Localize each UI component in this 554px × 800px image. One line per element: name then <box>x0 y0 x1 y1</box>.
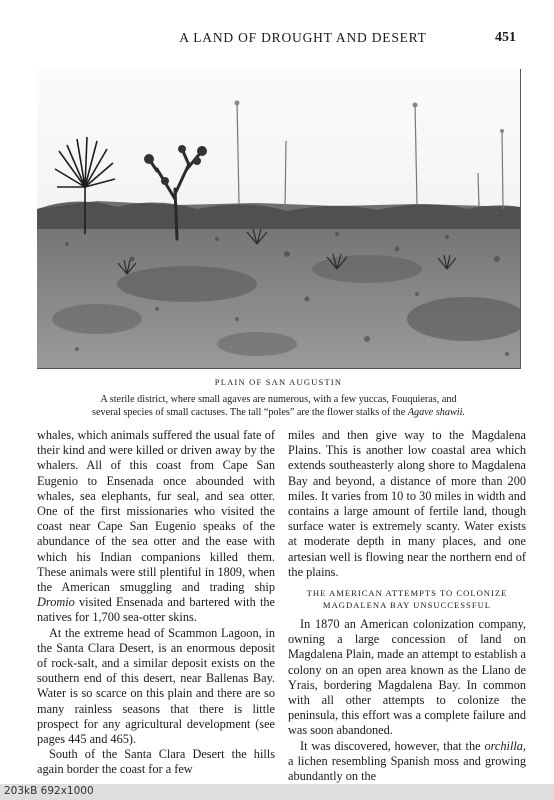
section-subheading <box>288 588 526 611</box>
figure-title: PLAIN OF SAN AUGUSTIN <box>214 377 343 387</box>
left-paragraph-3: South of the Santa Clara Desert the hills again border the coast for a few <box>37 747 275 777</box>
left-paragraph-2: At the extreme head of Scammon Lagoon, in the Santa Clara Desert, is an enormous deposit of rock-salt, and a similar deposit exists on the southern end of this desert, near Ballenas Bay. Water is so scarce on this plain and there are so many rainless seasons that there is little prospect for any agricultural development (see pages 445 and 465). <box>37 625 275 747</box>
right-paragraph-1: miles and then give way to the Magdalena Plains. This is another low coastal area which extends southeasterly along shore to Magdalena Bay and beyond, a distance of more than 200 miles. It varies from 10 to 30 miles in width and contains a large amount of fertile land, though surface water is extremely scanty. Water exists at moderate depth in many places, and one artesian well is flowing near the northern end of the plains. <box>288 428 526 579</box>
lichen-name: orchilla, <box>484 738 526 753</box>
caption-species-name: Agave shawii. <box>407 407 465 418</box>
image-info-bar <box>0 784 554 800</box>
page-header <box>40 30 516 50</box>
right-column <box>288 428 526 784</box>
figure-caption <box>37 393 520 419</box>
left-p1-end: visited Ensenada and bartered with the natives for 1,700 sea-otter skins. <box>37 595 275 625</box>
caption-line-2: several species of small cactuses. The tall “poles” are the flower stalks of the <box>92 407 408 418</box>
caption-line-1: A sterile district, where small agaves are numerous, with a few yuccas, Fouquieras, and <box>100 394 457 405</box>
subheading-line-1: THE AMERICAN ATTEMPTS TO COLONIZE <box>306 588 508 599</box>
left-p1-text: whales, which animals suffered the usual fate of their kind and were killed or driven away by the whalers. All of this coast from Cape San Eugenio to Ensenada once abounded with whales, sea elephants, fur seal, and sea otter. One of the first missionaries who visited the coast near Cape San Eugenio speaks of the abundance of the sea otter and the ease with which his Indian companions killed them. These animals were still plentiful in 1809, when the American smuggling and trading ship <box>37 428 275 595</box>
ship-name: Dromio <box>37 595 75 610</box>
running-title: A LAND OF DROUGHT AND DESERT <box>179 30 427 45</box>
subheading-line-2: MAGDALENA BAY UNSUCCESSFUL <box>322 599 492 610</box>
right-p3-start: It was discovered, however, that the <box>300 738 485 753</box>
desert-photograph <box>37 69 521 369</box>
left-paragraph-1 <box>37 428 275 626</box>
page-number: 451 <box>495 30 516 45</box>
image-info-label: 203kB 692x1000 <box>4 785 94 797</box>
right-paragraph-3 <box>288 739 526 785</box>
left-column <box>37 428 275 778</box>
right-paragraph-2: In 1870 an American colonization company, owning a large concession of land on Magdalena Plain, made an attempt to establish a colony on an open area known as the Llano de Yrais, bordering Magdalena Bay. In common with all other attempts to colonize the peninsula, this effort was a complete failure and was soon abandoned. <box>288 617 526 738</box>
right-p3-end: a lichen resembling Spanish moss and growing abundantly on the <box>288 753 526 784</box>
